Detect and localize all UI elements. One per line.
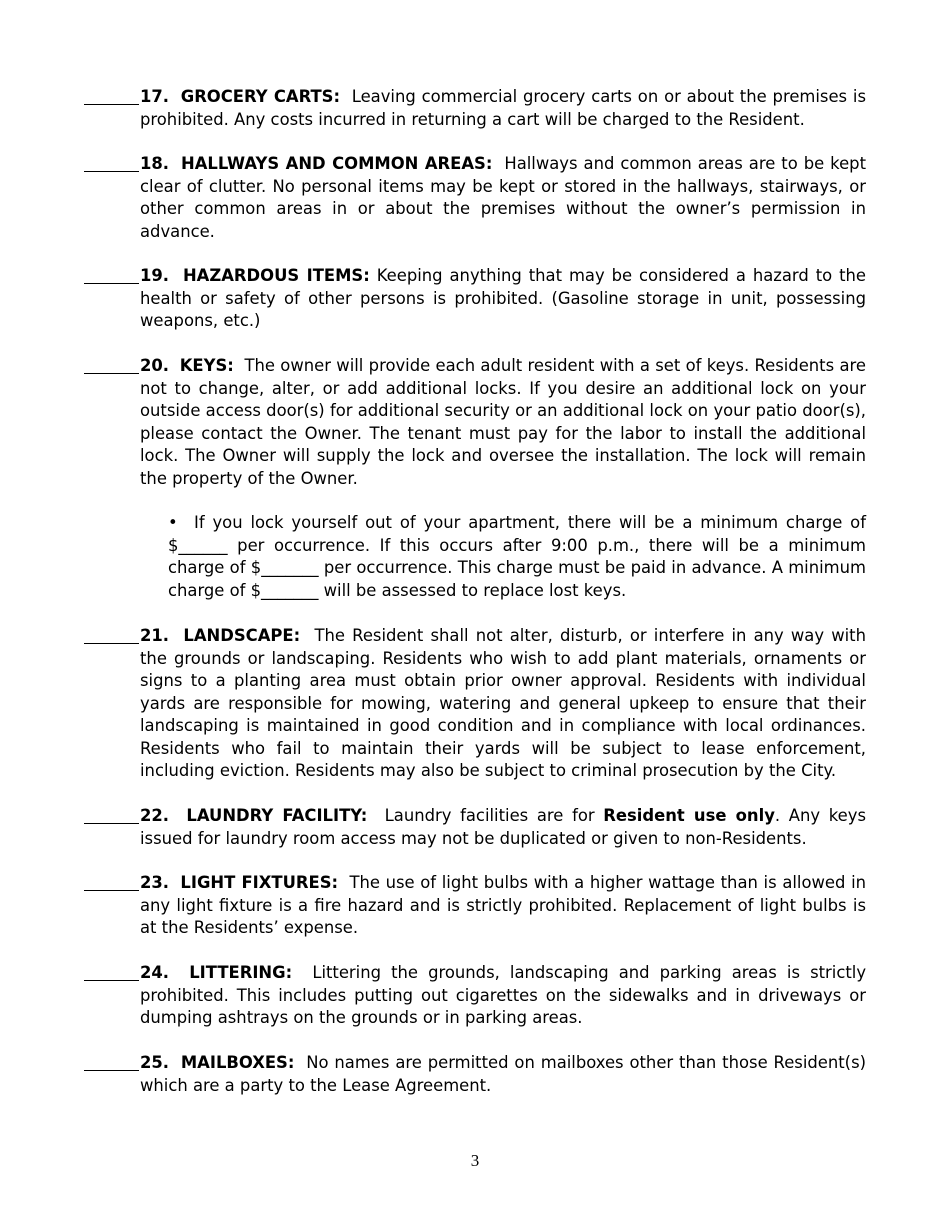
- rule-title: LITTERING:: [189, 963, 293, 982]
- rule-title: LIGHT FIXTURES:: [180, 873, 339, 892]
- bullet-text: If you lock yourself out of your apartment, there will be a minimum charge of $______ per occurrence. If this occurs after 9:00 p.m., there will be a minimum charge of $_______ per occurrence. This charge must be paid in advance. A minimum charge of $_______ will be assessed to replace lost keys.: [168, 513, 866, 600]
- rule-body-emphasis: Resident use only: [603, 806, 775, 825]
- initials-blank[interactable]: [84, 104, 139, 105]
- rule-title: LANDSCAPE:: [183, 626, 301, 645]
- rule-body: No names are permitted on mailboxes other than those Resident(s) which are a party to the Lease Agreement.: [140, 1053, 867, 1095]
- bullet-icon: •: [168, 513, 178, 532]
- rule-body: Laundry facilities are for: [384, 806, 595, 825]
- page-number: 3: [470, 1151, 480, 1170]
- initials-blank[interactable]: [84, 171, 139, 172]
- rule-number: 23.: [140, 873, 170, 892]
- rule-body: Leaving commercial grocery carts on or about the premises is prohibited. Any costs incurred in returning a cart will be charged to the Resident.: [140, 87, 867, 129]
- rule-body: The owner will provide each adult resident with a set of keys. Residents are not to change, alter, or add additional locks. If you desire an additional lock on your outside access door(s) for additional security or an additional lock on your patio door(s), please contact the Owner. The tenant must pay for the labor to install the additional lock. The Owner will supply the lock and oversee the installation. The lock will remain the property of the Owner.: [140, 356, 866, 488]
- rule-number: 20.: [140, 356, 170, 375]
- rule-title: LAUNDRY FACILITY:: [186, 806, 368, 825]
- rule-title: HAZARDOUS ITEMS:: [182, 266, 370, 285]
- rule-body: Hallways and common areas are to be kept clear of clutter. No personal items may be kept or stored in the hallways, stairways, or other common areas in or about the premises without the owner’s permission in advance.: [140, 154, 867, 241]
- rule-number: 18.: [140, 154, 170, 173]
- rule-number: 19.: [140, 266, 170, 285]
- rule-title: KEYS:: [179, 356, 234, 375]
- rule-title: GROCERY CARTS:: [180, 87, 341, 106]
- rule-title: MAILBOXES:: [180, 1053, 295, 1072]
- rule-number: 21.: [140, 626, 170, 645]
- initials-blank[interactable]: [84, 890, 139, 891]
- initials-blank[interactable]: [84, 823, 139, 824]
- initials-blank[interactable]: [84, 1070, 139, 1071]
- rule-body: Keeping anything that may be considered a hazard to the health or safety of other persons is prohibited. (Gasoline storage in unit, possessing weapons, etc.): [140, 266, 867, 330]
- rule-body: The use of light bulbs with a higher wattage than is allowed in any light fixture is a fire hazard and is strictly prohibited. Replacement of light bulbs is at the Residents’ expense.: [140, 873, 867, 937]
- rule-body-continued: . Any keys issued for laundry room access may not be duplicated or given to non-Residents.: [140, 806, 866, 848]
- initials-blank[interactable]: [84, 373, 139, 374]
- rule-number: 17.: [140, 87, 170, 106]
- rule-number: 24.: [140, 963, 170, 982]
- initials-blank[interactable]: [84, 980, 139, 981]
- rule-title: HALLWAYS AND COMMON AREAS:: [181, 154, 493, 173]
- rule-body: The Resident shall not alter, disturb, or interfere in any way with the grounds or landscaping. Residents who wish to add plant materials, ornaments or signs to a planting area must obtain prior owner approval. Residents with individual yards are responsible for mowing, watering and general upkeep to ensure that their landscaping is maintained in good condition and in compliance with local ordinances. Residents who fail to maintain their yards will be subject to lease enforcement, including eviction. Residents may also be subject to criminal prosecution by the City.: [140, 626, 866, 780]
- initials-blank[interactable]: [84, 643, 139, 644]
- keys-lockout-bullet: [168, 512, 866, 602]
- rule-number: 22.: [140, 806, 170, 825]
- initials-blank[interactable]: [84, 283, 139, 284]
- rule-number: 25.: [140, 1053, 170, 1072]
- rule-body: Littering the grounds, landscaping and parking areas is strictly prohibited. This includes putting out cigarettes on the sidewalks and in driveways or dumping ashtrays on the grounds or in parking areas.: [140, 963, 867, 1027]
